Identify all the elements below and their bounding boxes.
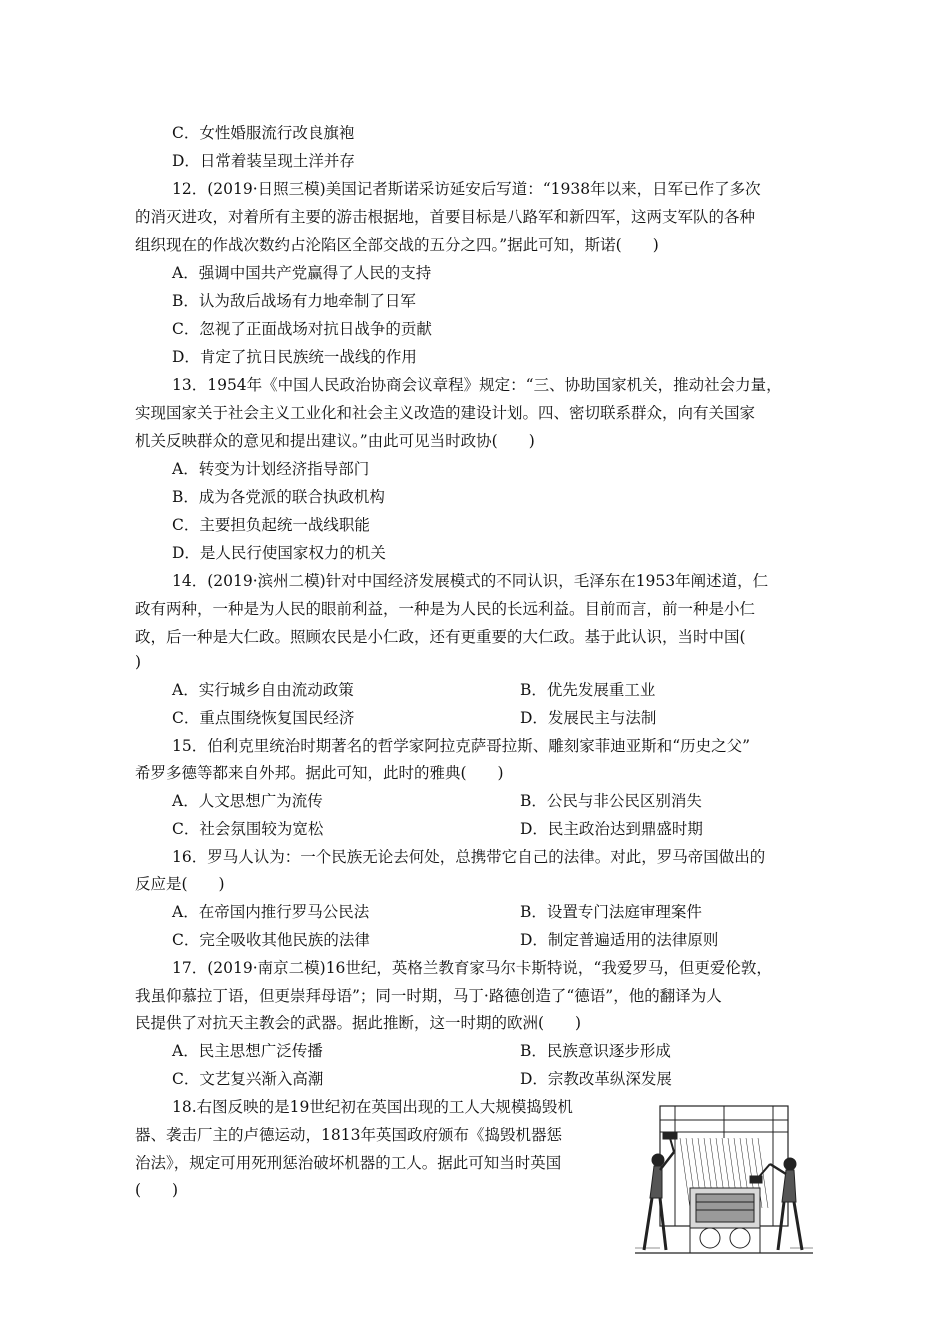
q11-option-d: D．日常着装呈现土洋并存 bbox=[172, 152, 355, 170]
luddite-engraving-image bbox=[630, 1098, 818, 1258]
q16-option-b: B．设置专门法庭审理案件 bbox=[520, 903, 702, 921]
q13-option-d: D．是人民行使国家权力的机关 bbox=[172, 544, 386, 562]
q13-option-a: A．转变为计划经济指导部门 bbox=[172, 460, 370, 478]
q15-option-d: D．民主政治达到鼎盛时期 bbox=[520, 820, 703, 838]
q16-option-c: C．完全吸收其他民族的法律 bbox=[172, 931, 370, 949]
q14-option-a: A．实行城乡自由流动政策 bbox=[172, 681, 354, 699]
q17-option-b: B．民族意识逐步形成 bbox=[520, 1042, 671, 1060]
q14-option-b: B．优先发展重工业 bbox=[520, 681, 656, 699]
q14-option-d: D．发展民主与法制 bbox=[520, 709, 657, 727]
q18-stem-line4: ( ) bbox=[135, 1181, 179, 1199]
q16-option-a: A．在帝国内推行罗马公民法 bbox=[172, 903, 370, 921]
q13-stem-line2: 实现国家关于社会主义工业化和社会主义改造的建设计划。四、密切联系群众，向有关国家 bbox=[135, 404, 756, 422]
q14-stem-line2: 政有两种，一种是为人民的眼前利益，一种是为人民的长远利益。目前而言，前一种是小仁 bbox=[135, 600, 756, 618]
q14-stem-line1: 14．(2019·滨州二模)针对中国经济发展模式的不同认识，毛泽东在1953年阐述道，仁 bbox=[172, 572, 769, 590]
q14-stem-line4: ) bbox=[135, 653, 142, 671]
q18-stem-line3: 治法》，规定可用死刑惩治破坏机器的工人。据此可知当时英国 bbox=[135, 1154, 562, 1172]
q12-option-a: A．强调中国共产党赢得了人民的支持 bbox=[172, 264, 432, 282]
q15-option-a: A．人文思想广为流传 bbox=[172, 792, 323, 810]
q17-stem-line1: 17．(2019·南京二模)16世纪，英格兰教育家马尔卡斯特说，“我爱罗马，但更爱伦敦， bbox=[172, 959, 772, 977]
q14-stem-line3: 政，后一种是大仁政。照顾农民是小仁政，还有更重要的大仁政。基于此认识，当时中国( bbox=[135, 628, 746, 646]
q12-stem-line3: 组织现在的作战次数约占沦陷区全部交战的五分之四。”据此可知，斯诺( ) bbox=[135, 236, 659, 254]
q16-option-d: D．制定普遍适用的法律原则 bbox=[520, 931, 719, 949]
q15-option-c: C．社会氛围较为宽松 bbox=[172, 820, 324, 838]
q18-stem-line1: 18.右图反映的是19世纪初在英国出现的工人大规模捣毁机 bbox=[172, 1098, 573, 1116]
q15-option-b: B．公民与非公民区别消失 bbox=[520, 792, 702, 810]
q13-option-b: B．成为各党派的联合执政机构 bbox=[172, 488, 385, 506]
q16-stem-line2: 反应是( ) bbox=[135, 875, 225, 893]
q13-stem-line3: 机关反映群众的意见和提出建议。”由此可见当时政协( ) bbox=[135, 432, 535, 450]
q15-stem-line2: 希罗多德等都来自外邦。据此可知，此时的雅典( ) bbox=[135, 764, 504, 782]
q12-option-b: B．认为敌后战场有力地牵制了日军 bbox=[172, 292, 416, 310]
q17-option-d: D．宗教改革纵深发展 bbox=[520, 1070, 672, 1088]
q16-stem-line1: 16．罗马人认为：一个民族无论去何处，总携带它自己的法律。对此，罗马帝国做出的 bbox=[172, 848, 766, 866]
q12-option-c: C．忽视了正面战场对抗日战争的贡献 bbox=[172, 320, 432, 338]
q12-option-d: D．肯定了抗日民族统一战线的作用 bbox=[172, 348, 417, 366]
q17-option-c: C．文艺复兴渐入高潮 bbox=[172, 1070, 324, 1088]
q15-stem-line1: 15．伯利克里统治时期著名的哲学家阿拉克萨哥拉斯、雕刻家菲迪亚斯和“历史之父” bbox=[172, 737, 751, 755]
q13-option-c: C．主要担负起统一战线职能 bbox=[172, 516, 370, 534]
q12-stem-line2: 的消灭进攻，对着所有主要的游击根据地，首要目标是八路军和新四军，这两支军队的各种 bbox=[135, 208, 756, 226]
q12-stem-line1: 12．(2019·日照三模)美国记者斯诺采访延安后写道：“1938年以来，日军已作了多次 bbox=[172, 180, 761, 198]
q11-option-c: C．女性婚服流行改良旗袍 bbox=[172, 124, 355, 142]
q17-option-a: A．民主思想广泛传播 bbox=[172, 1042, 323, 1060]
q18-stem-line2: 器、袭击厂主的卢德运动，1813年英国政府颁布《捣毁机器惩 bbox=[135, 1126, 562, 1144]
q17-stem-line2: 我虽仰慕拉丁语，但更崇拜母语”；同一时期，马丁·路德创造了“德语”，他的翻译为人 bbox=[135, 987, 722, 1005]
q14-option-c: C．重点围绕恢复国民经济 bbox=[172, 709, 355, 727]
q13-stem-line1: 13．1954年《中国人民政治协商会议章程》规定：“三、协助国家机关，推动社会力量， bbox=[172, 376, 782, 394]
q17-stem-line3: 民提供了对抗天主教会的武器。据此推断，这一时期的欧洲( ) bbox=[135, 1014, 582, 1032]
